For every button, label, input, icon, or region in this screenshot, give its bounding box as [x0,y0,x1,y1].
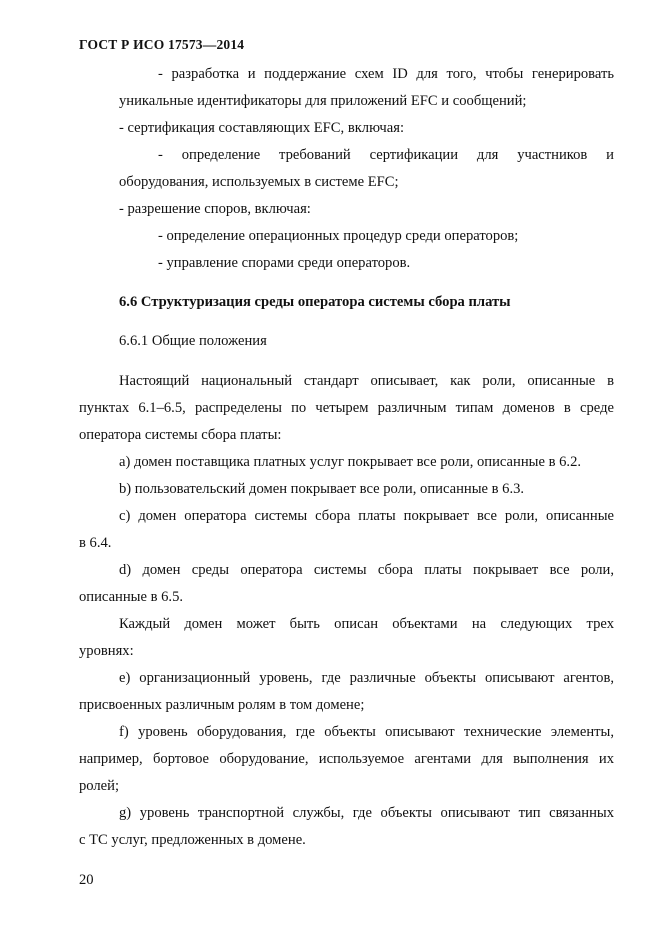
paragraph-line: Каждый домен может быть описан объектами на следующих трех [119,616,614,632]
list-item-continuation: уникальные идентификаторы для приложений EFC и сообщений; [119,93,527,109]
paragraph-line: оператора системы сбора платы: [79,427,282,443]
list-item-e-continuation: присвоенных различным ролям в том домене; [79,697,365,713]
paragraph-line: уровнях: [79,643,134,659]
section-heading: 6.6 Структуризация среды оператора системы сбора платы [119,294,511,310]
list-item-f-continuation: например, бортовое оборудование, используемое агентами для выполнения их [79,751,614,767]
list-item-e: е) организационный уровень, где различные объекты описывают агентов, [119,670,614,686]
document-header: ГОСТ Р ИСО 17573—2014 [79,37,245,52]
list-item: - разработка и поддержание схем ID для того, чтобы генерировать [158,66,614,82]
list-item-c: с) домен оператора системы сбора платы покрывает все роли, описанные [119,508,614,524]
list-item-g: g) уровень транспортной службы, где объекты описывают тип связанных [119,805,614,821]
subsection-heading: 6.6.1 Общие положения [119,333,267,349]
list-item-continuation: оборудования, используемых в системе EFC; [119,174,399,190]
page-number: 20 [79,872,94,888]
paragraph-line: Настоящий национальный стандарт описывает, как роли, описанные в [119,373,614,389]
list-item: - разрешение споров, включая: [119,201,311,217]
list-item-d: d) домен среды оператора системы сбора платы покрывает все роли, [119,562,614,578]
list-item: - определение требований сертификации для участников и [158,147,614,163]
paragraph-line: пунктах 6.1–6.5, распределены по четырем различным типам доменов в среде [79,400,614,416]
list-item-c-continuation: в 6.4. [79,535,112,551]
list-item-g-continuation: с ТС услуг, предложенных в домене. [79,832,306,848]
list-item: - определение операционных процедур среди операторов; [158,228,519,244]
list-item-d-continuation: описанные в 6.5. [79,589,184,605]
list-item: - сертификация составляющих EFC, включая: [119,120,405,136]
list-item: - управление спорами среди операторов. [158,255,411,271]
list-item-b: b) пользовательский домен покрывает все роли, описанные в 6.3. [119,481,525,497]
list-item-f: f) уровень оборудования, где объекты описывают технические элементы, [119,724,614,740]
list-item-a: а) домен поставщика платных услуг покрывает все роли, описанные в 6.2. [119,454,582,470]
list-item-f-continuation: ролей; [79,778,120,794]
